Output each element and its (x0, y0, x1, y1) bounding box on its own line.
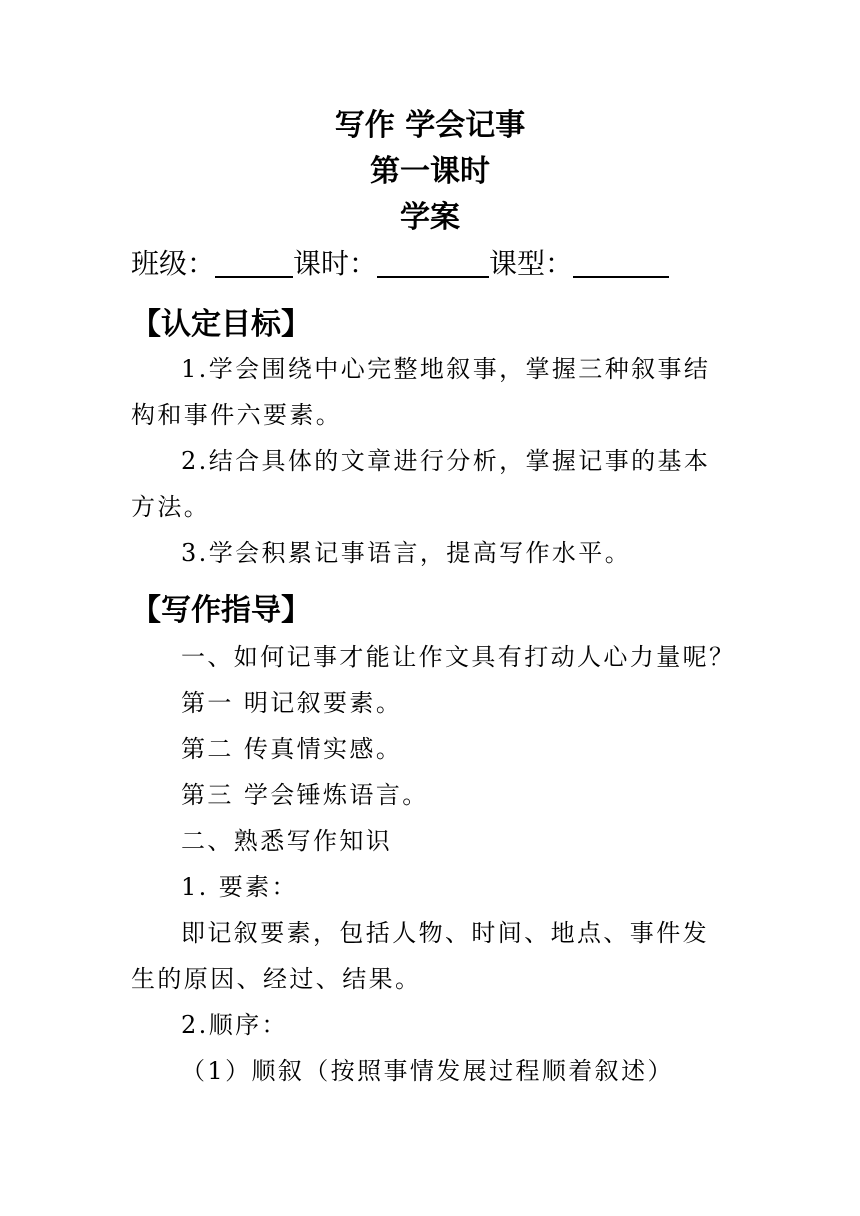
type-blank (573, 244, 669, 278)
goal-item-3: 3.学会积累记事语言，提高写作水平。 (181, 539, 632, 567)
period-label: 课时： (293, 247, 378, 280)
lesson-subtitle: 第一课时 (370, 154, 490, 189)
section-heading-goals: 【认定目标】 (131, 307, 311, 342)
knowledge-1-label: 1. 要素： (181, 873, 298, 901)
document-title: 写作 学会记事 (334, 108, 526, 143)
period-blank (377, 244, 489, 278)
knowledge-1-text: 即记叙要素，包括人物、时间、地点、事件发生的原因、经过、结果。 (131, 919, 709, 993)
guide-point-2: 第二 传真情实感。 (181, 735, 403, 763)
goal-item-1: 1.学会围绕中心完整地叙事，掌握三种叙事结构和事件六要素。 (131, 355, 711, 429)
section-heading-guide: 【写作指导】 (131, 593, 311, 628)
knowledge-2-label: 2.顺序： (181, 1011, 288, 1039)
class-blank (215, 244, 293, 278)
knowledge-2-item-1: （1）顺叙（按照事情发展过程顺着叙述） (181, 1057, 674, 1085)
class-label: 班级： (131, 247, 216, 280)
worksheet-subtitle: 学案 (400, 200, 460, 235)
guide-question-2: 二、熟悉写作知识 (181, 827, 393, 855)
goal-item-2: 2.结合具体的文章进行分析，掌握记事的基本方法。 (131, 447, 711, 521)
type-label: 课型： (489, 247, 574, 280)
guide-point-1: 第一 明记叙要素。 (181, 689, 403, 717)
guide-point-3: 第三 学会锤炼语言。 (181, 781, 429, 809)
info-row (131, 244, 669, 284)
guide-question-1: 一、如何记事才能让作文具有打动人心力量呢？ (181, 643, 736, 671)
